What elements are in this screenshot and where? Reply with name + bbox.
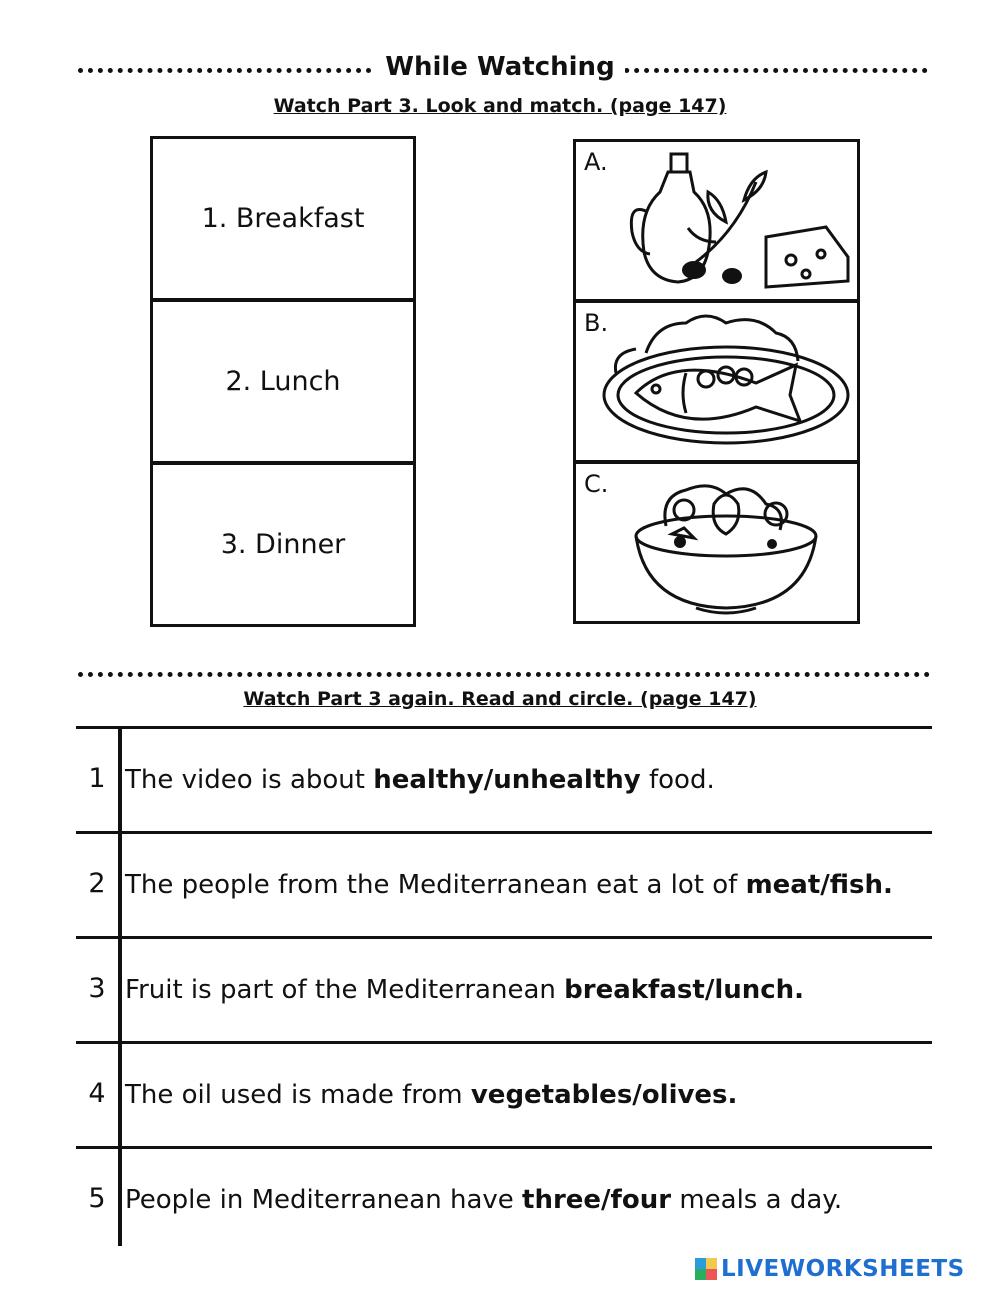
middle-dotted-divider bbox=[78, 672, 930, 677]
picture-letter: B. bbox=[584, 309, 609, 337]
meal-label: 2. Lunch bbox=[225, 366, 341, 397]
meal-label: 3. Dinner bbox=[220, 529, 346, 560]
olive-oil-cheese-icon bbox=[576, 142, 857, 299]
brand-grid-icon bbox=[695, 1258, 717, 1280]
question-number: 2 bbox=[88, 868, 106, 899]
fish-plate-icon bbox=[576, 303, 857, 460]
question-text: People in Mediterranean have three/four meals a day. bbox=[125, 1185, 843, 1215]
question-text: The people from the Mediterranean eat a lot of meat/fish. bbox=[125, 870, 893, 900]
brand-square bbox=[706, 1269, 717, 1280]
match-instruction: Watch Part 3. Look and match. (page 147) bbox=[273, 95, 727, 117]
question-row bbox=[76, 726, 932, 833]
answer-choice[interactable]: healthy/unhealthy bbox=[373, 765, 641, 795]
question-text: Fruit is part of the Mediterranean breakfast/lunch. bbox=[125, 975, 805, 1005]
answer-choice[interactable]: breakfast/lunch. bbox=[564, 975, 805, 1005]
circle-instruction: Watch Part 3 again. Read and circle. (page 147) bbox=[243, 688, 757, 710]
picture-box-c[interactable] bbox=[573, 461, 860, 624]
answer-choice[interactable]: vegetables/olives. bbox=[470, 1080, 738, 1110]
brand-square bbox=[706, 1258, 717, 1269]
question-number: 1 bbox=[88, 763, 106, 794]
section-title: While Watching bbox=[0, 52, 1000, 82]
answer-choice[interactable]: three/four bbox=[522, 1185, 672, 1215]
question-row bbox=[76, 831, 932, 938]
question-number: 5 bbox=[88, 1183, 106, 1214]
question-number: 4 bbox=[88, 1078, 106, 1109]
brand-square bbox=[695, 1269, 706, 1280]
question-text: The oil used is made from vegetables/olives. bbox=[125, 1080, 738, 1110]
fruit-salad-bowl-icon bbox=[576, 464, 857, 621]
brand-text: LIVEWORKSHEETS bbox=[721, 1256, 965, 1282]
answer-choice[interactable]: meat/fish. bbox=[745, 870, 893, 900]
question-number: 3 bbox=[88, 973, 106, 1004]
picture-box-b[interactable] bbox=[573, 300, 860, 463]
table-divider bbox=[118, 726, 122, 1246]
picture-letter: A. bbox=[584, 148, 608, 176]
question-row bbox=[76, 936, 932, 1043]
question-row bbox=[76, 1041, 932, 1148]
meal-box-breakfast[interactable] bbox=[150, 136, 416, 301]
liveworksheets-logo[interactable] bbox=[695, 1256, 965, 1282]
meal-box-dinner[interactable] bbox=[150, 462, 416, 627]
picture-box-a[interactable] bbox=[573, 139, 860, 302]
picture-letter: C. bbox=[584, 470, 609, 498]
question-text: The video is about healthy/unhealthy food. bbox=[125, 765, 715, 795]
meal-label: 1. Breakfast bbox=[201, 203, 365, 234]
question-row bbox=[76, 1146, 932, 1253]
brand-square bbox=[695, 1258, 706, 1269]
meal-box-lunch[interactable] bbox=[150, 299, 416, 464]
